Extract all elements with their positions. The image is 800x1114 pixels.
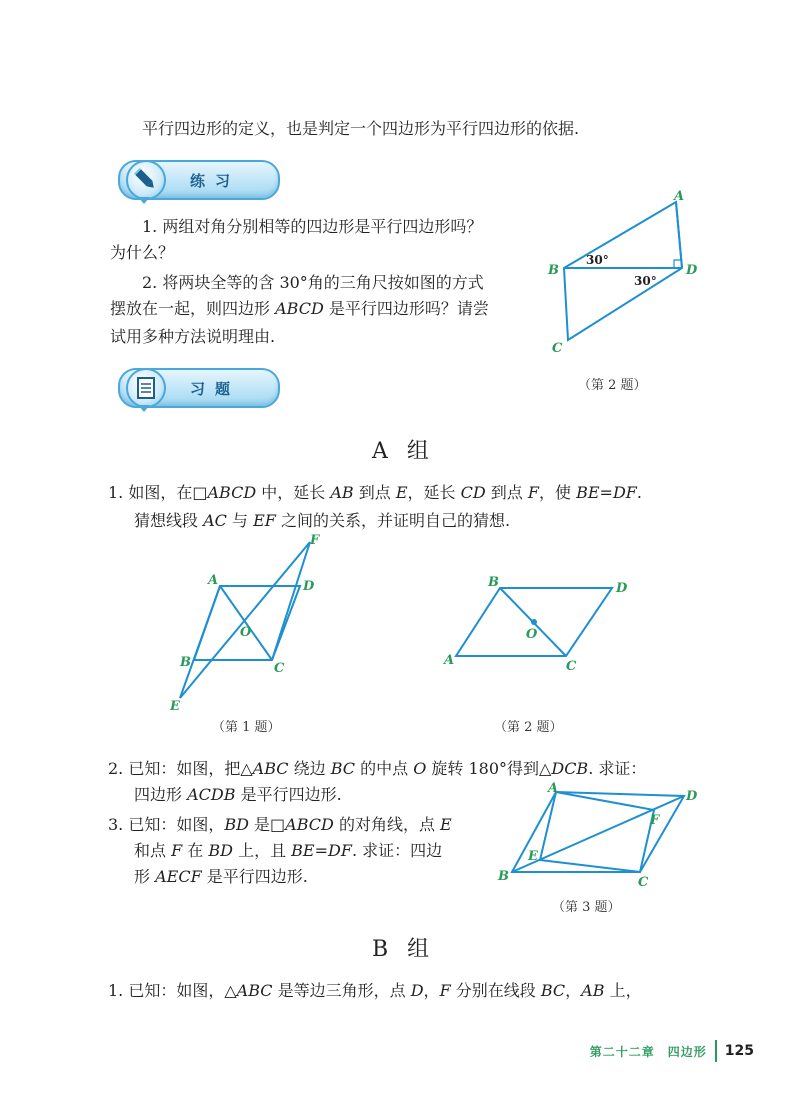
label-f: F [310,533,320,548]
label-b: B [180,655,191,670]
a2-line1 [108,758,646,780]
b1-line1 [108,980,642,1002]
text-run: . [636,483,642,502]
math-var: ABC [252,759,289,778]
text-run: = [599,483,613,502]
text-run: 是□ [248,815,286,834]
page-footer [590,1040,754,1062]
midpoint-o [531,619,537,625]
figure-2 [440,572,640,672]
label-o: O [240,625,252,640]
figure-1 [160,532,340,717]
label-c: C [638,875,649,890]
figure-1-caption: （第 1 题） [212,720,281,735]
practice-title: 练习 [190,172,241,190]
text-run: 与 [226,511,254,530]
text-run: 上，且 [232,841,292,860]
a1-line2 [134,510,510,532]
practice-figure-caption: （第 2 题） [578,378,647,393]
math-var: F [527,483,540,502]
practice-q2-line1: 2. 将两块全等的含 30°角的三角尺按如图的方式 [142,273,484,292]
text-run: 四边形 [134,785,188,804]
group-b-title: B 组 [372,937,436,962]
text-run: ， [565,981,582,1000]
label-d: D [616,581,628,596]
math-var: EF [253,511,276,530]
math-var: ABCD [207,483,257,502]
text-run: 是平行四边形. [235,785,342,804]
extension-cf [272,542,310,660]
exercises-title: 习题 [190,380,241,398]
label-d: D [686,263,698,278]
math-var: DF [328,841,352,860]
math-var: BE [291,841,315,860]
notepad-icon [126,368,166,408]
label-b: B [498,869,509,884]
figure-2-caption: （第 2 题） [494,720,563,735]
intro-text: 平行四边形的定义，也是判定一个四边形为平行四边形的依据. [142,119,580,138]
figure-3-caption: （第 3 题） [552,900,621,915]
label-a: A [548,781,559,796]
label-d: D [303,579,315,594]
text-run: 形 [134,867,156,886]
math-var: BC [540,981,566,1000]
text-run: 2. 已知：如图，把△ [108,759,253,778]
math-var: BC [330,759,356,778]
text-run: 的对角线，点 [333,815,441,834]
exercises-pill-tail [138,405,150,412]
footer-divider [715,1040,717,1062]
extension-ae [180,586,220,698]
label-d: D [686,789,698,804]
text-run: ，使 [539,483,577,502]
practice-q1-line1: 1. 两组对角分别相等的四边形是平行四边形吗？ [142,217,483,236]
angle-d-label: 30° [634,274,657,288]
a1-line1 [108,482,642,504]
text-run: 是平行四边形吗？请尝 [323,299,489,318]
page-number: 125 [724,1043,754,1059]
label-e: E [170,699,180,714]
label-o: O [526,627,538,642]
math-var: DF [612,483,637,502]
text-run: 绕边 [288,759,331,778]
text-run: 上， [604,981,642,1000]
label-e: E [528,849,538,864]
text-run: 3. 已知：如图， [108,815,225,834]
label-a: A [208,573,219,588]
group-a-title: A 组 [372,439,435,464]
text-run: 和点 [134,841,172,860]
figure-3 [494,780,704,890]
practice-q2-line2 [110,298,489,320]
math-var: D [410,981,424,1000]
math-var: ABC [236,981,273,1000]
practice-q2-line3: 试用多种方法说明理由. [110,327,276,346]
text-run: ， [423,981,440,1000]
label-b: B [548,263,559,278]
text-run: 是等边三角形，点 [272,981,411,1000]
math-var: AB [330,483,354,502]
math-var: CD [460,483,486,502]
pencil-icon [126,160,166,200]
text-run: 是平行四边形. [201,867,308,886]
label-a: A [674,189,685,204]
text-run: 的中点 [355,759,414,778]
practice-pill-tail [138,197,150,204]
text-run: 到点 [353,483,396,502]
text-run: 分别在线段 [450,981,541,1000]
text-run: 在 [182,841,209,860]
a3-line2 [134,840,442,862]
math-var: E [440,815,452,834]
practice-figure [540,180,720,370]
text-run: 摆放在一起，则四边形 [110,299,276,318]
text-run: 中，延长 [256,483,331,502]
label-c: C [274,661,285,676]
label-f: F [650,813,660,828]
text-run: ，延长 [407,483,461,502]
math-var: BE [576,483,600,502]
math-var: ABCD [285,815,334,834]
quad-aecf [540,792,654,872]
quad-abcd [564,202,682,340]
segment-ad [676,202,682,268]
math-var: BD [224,815,249,834]
text-run: 1. 已知：如图，△ [108,981,237,1000]
text-run: 到点 [485,483,528,502]
text-run: . 求证： [588,759,647,778]
text-run: 猜想线段 [134,511,204,530]
math-var: AECF [155,867,202,886]
a3-line1 [108,814,452,836]
angle-b-label: 30° [586,253,609,267]
math-var: F [439,981,451,1000]
math-var: F [171,841,183,860]
math-var: DCB [551,759,589,778]
math-var: O [413,759,427,778]
text-run: 1. 如图，在□ [108,483,208,502]
label-c: C [552,341,563,356]
math-var: AC [203,511,227,530]
practice-q1-line2: 为什么？ [110,243,175,262]
math-var: E [395,483,408,502]
label-b: B [488,575,499,590]
math-var: ABCD [275,299,324,318]
label-c: C [566,659,577,672]
text-run: . 求证：四边 [351,841,443,860]
math-var: ACDB [187,785,236,804]
a3-line3 [134,866,308,888]
label-a: A [444,653,455,668]
a2-line2 [134,784,342,806]
text-run: = [314,841,329,860]
math-var: BD [208,841,233,860]
math-var: AB [581,981,605,1000]
text-run: 旋转 180°得到△ [426,759,552,778]
chapter-label: 第二十二章 四边形 [589,1044,707,1059]
text-run: 之间的关系，并证明自己的猜想. [275,511,511,530]
